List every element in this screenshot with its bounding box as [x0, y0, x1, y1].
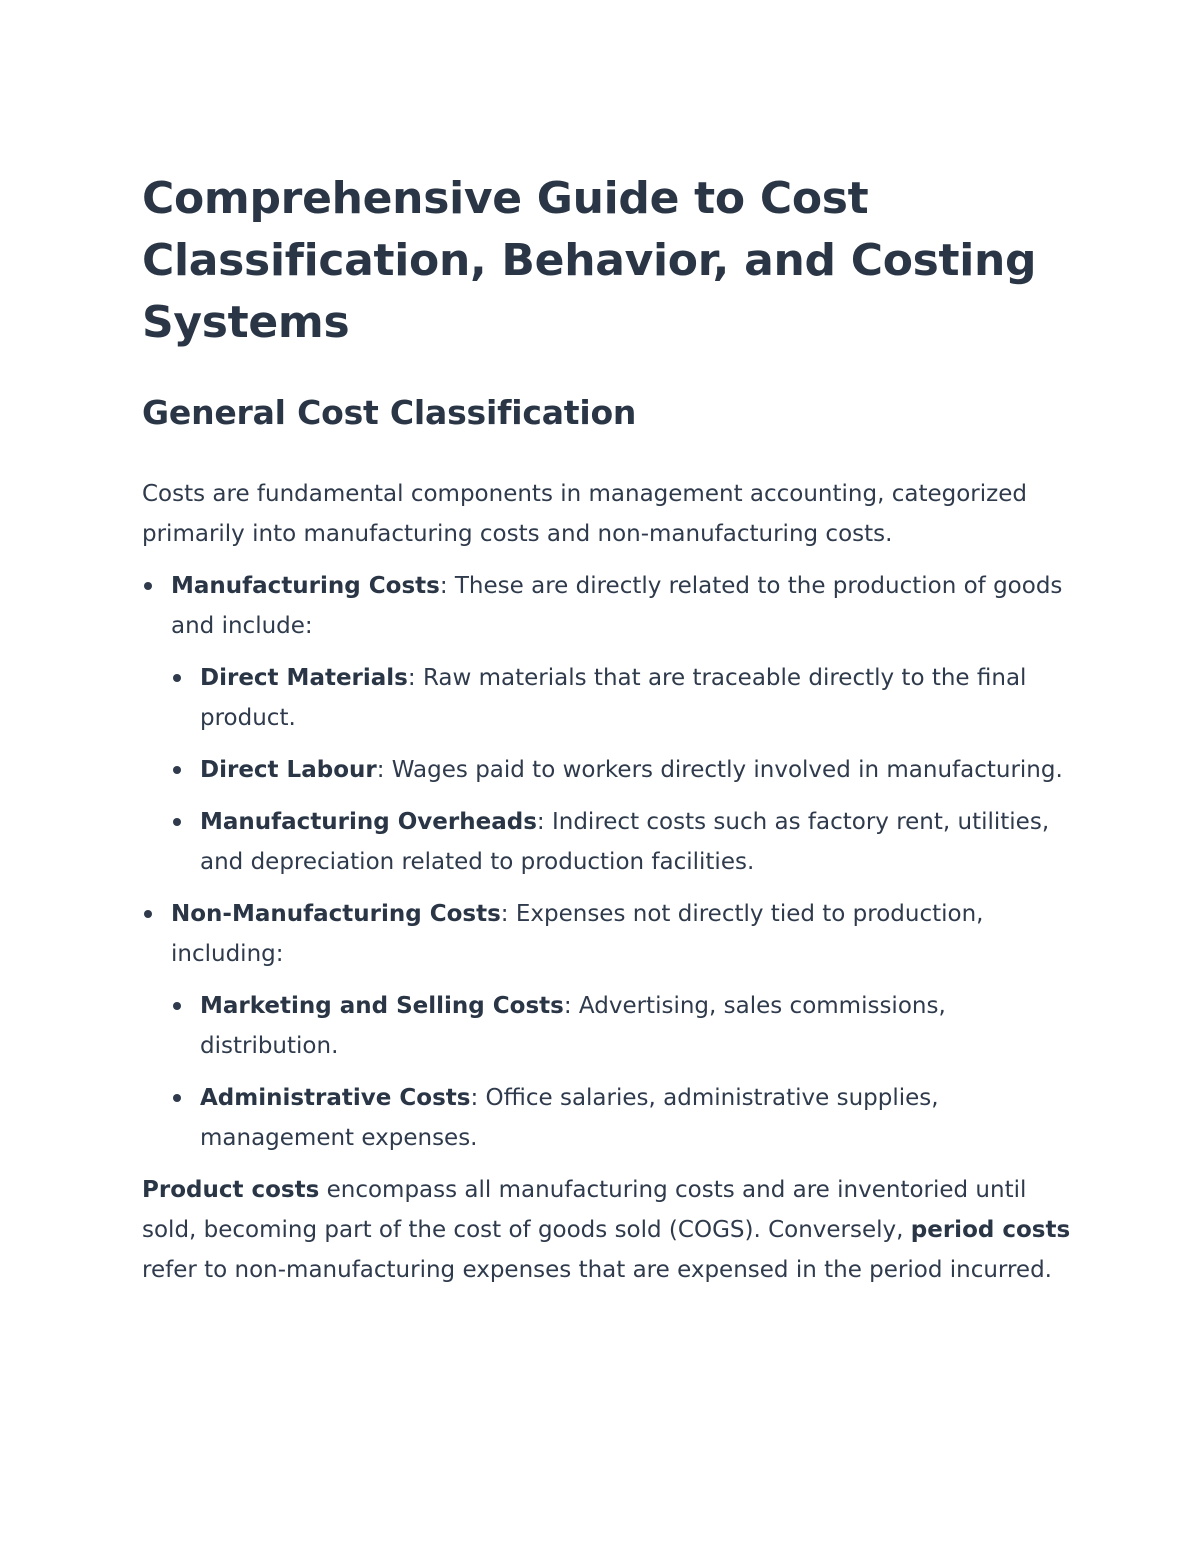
term-marketing-selling: Marketing and Selling Costs: [200, 993, 564, 1019]
term-manufacturing-overheads: Manufacturing Overheads: [200, 809, 537, 835]
bullet-icon: [144, 910, 152, 918]
bullet-icon: [173, 1002, 181, 1010]
term-direct-materials: Direct Materials: [200, 665, 408, 691]
section-heading: General Cost Classification: [142, 393, 637, 432]
desc-non-manufacturing-costs: : Expenses not directly tied to production, including:: [171, 901, 984, 967]
list-item-marketing-selling: [171, 986, 1080, 1066]
manufacturing-subitems: [171, 658, 1080, 882]
bullet-icon: [173, 766, 181, 774]
closing-paragraph: [142, 1170, 1080, 1290]
desc-direct-materials: : Raw materials that are traceable directly to the final product.: [200, 665, 1027, 731]
term-period-costs: period costs: [910, 1217, 1071, 1243]
term-manufacturing-costs: Manufacturing Costs: [171, 573, 440, 599]
list-item-administrative: [171, 1078, 1080, 1158]
intro-paragraph: Costs are fundamental components in management accounting, categorized primarily into manufacturing costs and non-manufacturing costs.: [142, 481, 1027, 547]
list-item-direct-labour: [171, 750, 1080, 790]
closing-text-1: encompass all manufacturing costs and are inventoried until sold, becoming part of the cost of goods sold (COGS). Conversely,: [142, 1177, 1027, 1243]
term-direct-labour: Direct Labour: [200, 757, 377, 783]
closing-text-2: refer to non-manufacturing expenses that are expensed in the period incurred.: [142, 1257, 1052, 1283]
list-item-non-manufacturing-costs: [142, 894, 1080, 1158]
term-product-costs: Product costs: [142, 1177, 320, 1203]
desc-direct-labour: : Wages paid to workers directly involved in manufacturing.: [376, 757, 1063, 783]
desc-administrative: : Office salaries, administrative supplies, management expenses.: [200, 1085, 939, 1151]
non-manufacturing-subitems: [171, 986, 1080, 1158]
list-item-manufacturing-costs: [142, 566, 1080, 882]
list-item-direct-materials: [171, 658, 1080, 738]
bullet-icon: [173, 818, 181, 826]
bullet-icon: [144, 582, 152, 590]
page-title: Comprehensive Guide to Cost Classification, Behavior, and Costing Systems: [142, 173, 1037, 348]
cost-category-list: [142, 566, 1080, 1158]
desc-manufacturing-overheads: : Indirect costs such as factory rent, utilities, and depreciation related to production facilities.: [200, 809, 1050, 875]
desc-marketing-selling: : Advertising, sales commissions, distribution.: [200, 993, 946, 1059]
term-non-manufacturing-costs: Non-Manufacturing Costs: [171, 901, 501, 927]
list-item-manufacturing-overheads: [171, 802, 1080, 882]
bullet-icon: [173, 1094, 181, 1102]
desc-manufacturing-costs: : These are directly related to the production of goods and include:: [171, 573, 1063, 639]
bullet-icon: [173, 674, 181, 682]
term-administrative: Administrative Costs: [200, 1085, 471, 1111]
